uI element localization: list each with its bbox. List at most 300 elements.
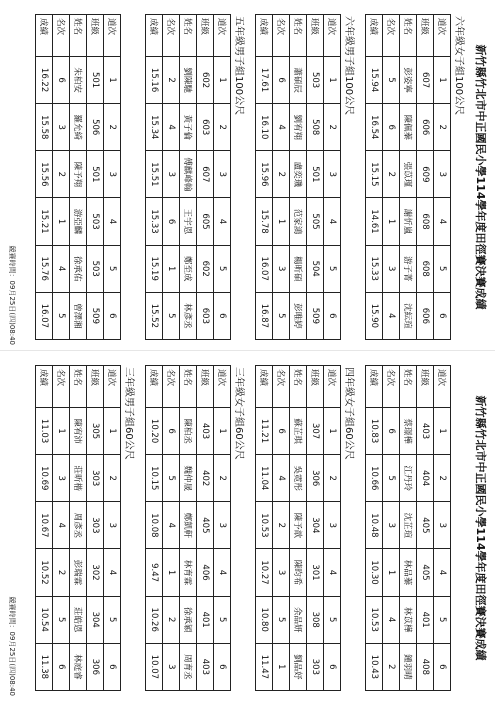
row-label: 成績 <box>36 15 53 57</box>
table-cell: 3 <box>53 455 70 502</box>
table-cell: 17.61 <box>256 57 273 104</box>
table-cell: 4 <box>273 104 290 151</box>
table-cell: 15.15 <box>366 151 383 198</box>
table-row <box>180 366 197 691</box>
row-label: 姓名 <box>400 15 417 57</box>
table-cell: 林品蓁 <box>400 549 417 596</box>
row-label: 班級 <box>87 15 104 57</box>
table-row <box>307 366 324 691</box>
table-row <box>366 366 383 691</box>
table-cell: 15.16 <box>146 57 163 104</box>
section-title: 五年級男子組100公尺 <box>233 16 244 116</box>
result-section <box>145 365 245 691</box>
table-cell: 4 <box>214 198 231 245</box>
table-cell: 14.61 <box>366 198 383 245</box>
result-sheet-page-1 <box>0 0 495 350</box>
table-cell: 3 <box>324 151 341 198</box>
table-row <box>256 366 273 691</box>
table-row <box>104 15 121 340</box>
table-cell: 1 <box>214 408 231 455</box>
table-row <box>417 366 434 691</box>
table-cell: 305 <box>87 408 104 455</box>
table-cell: 4 <box>53 502 70 549</box>
table-row <box>36 366 53 691</box>
table-cell: 304 <box>87 596 104 643</box>
row-label: 道次 <box>214 366 231 408</box>
table-cell: 5 <box>324 596 341 643</box>
row-label: 名次 <box>383 366 400 408</box>
table-cell: 16.87 <box>256 292 273 339</box>
table-row <box>36 15 53 340</box>
table-cell: 6 <box>324 643 341 690</box>
table-cell: 5 <box>383 57 400 104</box>
document-title: 新竹縣竹北市中正國民小學114學年度田徑賽決賽成績 <box>474 44 487 310</box>
table-cell: 陳柏丞 <box>180 408 197 455</box>
table-cell: 15.78 <box>256 198 273 245</box>
table-row <box>434 15 451 340</box>
table-cell: 徐承穎 <box>180 596 197 643</box>
table-cell: 306 <box>87 643 104 690</box>
table-cell: 3 <box>273 245 290 292</box>
table-cell: 15.56 <box>36 151 53 198</box>
table-cell: 10.67 <box>36 502 53 549</box>
table-cell: 501 <box>87 57 104 104</box>
table-row <box>214 15 231 340</box>
table-cell: 1 <box>434 57 451 104</box>
row-label: 道次 <box>434 366 451 408</box>
print-timestamp: 競賽時間：09月25日(四)08:40 <box>8 596 16 696</box>
table-cell: 602 <box>197 245 214 292</box>
table-cell: 5 <box>434 245 451 292</box>
table-cell: 5 <box>104 245 121 292</box>
row-label: 名次 <box>273 366 290 408</box>
table-cell: 彭唯婷 <box>290 292 307 339</box>
table-cell: 303 <box>307 643 324 690</box>
table-cell: 林庭睿 <box>70 643 87 690</box>
rotated-content <box>0 351 495 701</box>
table-cell: 1 <box>273 198 290 245</box>
table-cell: 405 <box>417 549 434 596</box>
table-cell: 6 <box>434 643 451 690</box>
table-cell: 609 <box>417 151 434 198</box>
row-label: 姓名 <box>180 15 197 57</box>
table-cell: 蘇芷琪 <box>290 408 307 455</box>
table-cell: 6 <box>214 292 231 339</box>
row-label: 名次 <box>163 15 180 57</box>
row-label: 成績 <box>256 366 273 408</box>
table-cell: 6 <box>53 57 70 104</box>
table-cell: 6 <box>214 643 231 690</box>
table-cell: 2 <box>163 57 180 104</box>
row-label: 姓名 <box>400 366 417 408</box>
row-label: 成績 <box>256 15 273 57</box>
table-cell: 王宇恩 <box>180 198 197 245</box>
table-cell: 4 <box>324 549 341 596</box>
table-row <box>366 15 383 340</box>
table-cell: 402 <box>197 455 214 502</box>
result-section <box>145 14 245 340</box>
table-cell: 10.43 <box>366 643 383 690</box>
table-cell: 4 <box>434 198 451 245</box>
row-label: 道次 <box>104 15 121 57</box>
row-label: 成績 <box>366 15 383 57</box>
table-cell: 404 <box>417 455 434 502</box>
table-cell: 508 <box>307 104 324 151</box>
row-label: 名次 <box>163 366 180 408</box>
table-cell: 魏仲晟 <box>180 455 197 502</box>
table-cell: 5 <box>104 596 121 643</box>
table-cell: 403 <box>197 643 214 690</box>
table-cell: 603 <box>197 104 214 151</box>
results-table <box>35 14 121 340</box>
table-cell: 2 <box>434 455 451 502</box>
table-cell: 15.19 <box>146 245 163 292</box>
table-cell: 15.51 <box>146 151 163 198</box>
table-cell: 3 <box>434 502 451 549</box>
table-cell: 3 <box>163 643 180 690</box>
table-cell: 16.22 <box>36 57 53 104</box>
table-cell: 范家鴻 <box>290 198 307 245</box>
table-cell: 10.15 <box>146 455 163 502</box>
table-cell: 11.03 <box>36 408 53 455</box>
table-cell: 4 <box>383 292 400 339</box>
table-cell: 2 <box>434 104 451 151</box>
table-row <box>383 366 400 691</box>
table-cell: 6 <box>273 57 290 104</box>
table-cell: 盧奕璣 <box>290 151 307 198</box>
table-row <box>197 15 214 340</box>
table-cell: 鄭凱軒 <box>180 502 197 549</box>
table-cell: 10.27 <box>256 549 273 596</box>
row-label: 姓名 <box>290 15 307 57</box>
table-cell: 游子菁 <box>400 245 417 292</box>
table-cell: 5 <box>53 596 70 643</box>
table-cell: 10.07 <box>146 643 163 690</box>
table-cell: 5 <box>434 596 451 643</box>
row-label: 班級 <box>417 15 434 57</box>
table-cell: 鄭至成 <box>180 245 197 292</box>
table-cell: 莊皓恩 <box>70 596 87 643</box>
row-label: 班級 <box>307 15 324 57</box>
table-cell: 2 <box>104 455 121 502</box>
table-cell: 506 <box>87 104 104 151</box>
table-cell: 黃子倫 <box>180 104 197 151</box>
table-cell: 6 <box>434 292 451 339</box>
rotated-content <box>0 0 495 350</box>
table-cell: 503 <box>307 57 324 104</box>
table-cell: 602 <box>197 57 214 104</box>
table-cell: 15.34 <box>146 104 163 151</box>
table-cell: 朱柏安 <box>70 57 87 104</box>
table-row <box>146 366 163 691</box>
table-cell: 2 <box>104 104 121 151</box>
table-cell: 15.94 <box>366 57 383 104</box>
table-cell: 607 <box>417 57 434 104</box>
table-cell: 曾澤湘 <box>70 292 87 339</box>
row-label: 班級 <box>87 366 104 408</box>
print-timestamp: 競賽時間：09月25日(四)08:40 <box>8 245 16 345</box>
table-cell: 606 <box>417 104 434 151</box>
table-cell: 楊昕碩 <box>290 245 307 292</box>
row-label: 道次 <box>324 366 341 408</box>
results-table <box>255 14 341 340</box>
table-cell: 1 <box>163 245 180 292</box>
row-label: 姓名 <box>70 15 87 57</box>
result-section <box>35 14 135 340</box>
table-row <box>197 366 214 691</box>
table-cell: 405 <box>197 502 214 549</box>
table-cell: 陳予歆 <box>290 502 307 549</box>
table-row <box>87 366 104 691</box>
table-cell: 劉品妤 <box>290 643 307 690</box>
table-cell: 6 <box>53 643 70 690</box>
table-cell: 16.07 <box>36 292 53 339</box>
table-cell: 6 <box>273 408 290 455</box>
table-row <box>180 15 197 340</box>
table-cell: 1 <box>273 643 290 690</box>
table-cell: 308 <box>307 596 324 643</box>
table-cell: 403 <box>197 408 214 455</box>
table-cell: 余品妍 <box>290 596 307 643</box>
table-cell: 4 <box>273 455 290 502</box>
table-cell: 301 <box>307 549 324 596</box>
table-cell: 1 <box>53 408 70 455</box>
table-cell: 1 <box>163 549 180 596</box>
table-cell: 1 <box>383 198 400 245</box>
table-cell: 10.26 <box>146 596 163 643</box>
table-cell: 5 <box>273 596 290 643</box>
table-cell: 彭瑞霖 <box>70 549 87 596</box>
table-cell: 403 <box>417 408 434 455</box>
table-row <box>273 15 290 340</box>
table-cell: 503 <box>87 198 104 245</box>
row-label: 名次 <box>53 366 70 408</box>
table-row <box>290 15 307 340</box>
table-cell: 16.54 <box>366 104 383 151</box>
table-cell: 蔡璟樺 <box>400 408 417 455</box>
row-label: 姓名 <box>70 366 87 408</box>
table-cell: 10.69 <box>36 455 53 502</box>
row-label: 名次 <box>383 15 400 57</box>
table-cell: 1 <box>324 57 341 104</box>
table-cell: 10.30 <box>366 549 383 596</box>
table-cell: 劉陳馳 <box>180 57 197 104</box>
table-cell: 2 <box>53 151 70 198</box>
table-row <box>273 366 290 691</box>
table-cell: 10.48 <box>366 502 383 549</box>
table-cell: 2 <box>163 596 180 643</box>
table-cell: 3 <box>214 151 231 198</box>
table-cell: 陳佩蓁 <box>400 104 417 151</box>
table-cell: 沈芷瑄 <box>400 502 417 549</box>
table-cell: 5 <box>383 455 400 502</box>
row-label: 名次 <box>53 15 70 57</box>
table-cell: 5 <box>163 292 180 339</box>
table-cell: 羅允綺 <box>70 104 87 151</box>
table-cell: 16.10 <box>256 104 273 151</box>
table-cell: 15.52 <box>146 292 163 339</box>
table-row <box>163 366 180 691</box>
table-cell: 10.80 <box>256 596 273 643</box>
table-cell: 6 <box>163 408 180 455</box>
table-row <box>434 366 451 691</box>
table-cell: 10.20 <box>146 408 163 455</box>
table-cell: 3 <box>214 502 231 549</box>
table-cell: 林苡樺 <box>400 596 417 643</box>
table-row <box>53 15 70 340</box>
table-cell: 6 <box>383 408 400 455</box>
table-cell: 302 <box>87 549 104 596</box>
table-cell: 5 <box>273 292 290 339</box>
table-cell: 603 <box>197 292 214 339</box>
table-cell: 陳予翔 <box>70 151 87 198</box>
table-cell: 10.52 <box>36 549 53 596</box>
table-cell: 9.47 <box>146 549 163 596</box>
table-cell: 徐承佑 <box>70 245 87 292</box>
table-cell: 2 <box>214 455 231 502</box>
table-cell: 2 <box>273 151 290 198</box>
row-label: 班級 <box>197 366 214 408</box>
results-table <box>145 14 231 340</box>
table-cell: 401 <box>417 596 434 643</box>
table-cell: 3 <box>273 549 290 596</box>
row-label: 道次 <box>434 15 451 57</box>
table-cell: 4 <box>53 245 70 292</box>
document-title: 新竹縣竹北市中正國民小學114學年度田徑賽決賽成績 <box>474 395 487 661</box>
table-row <box>256 15 273 340</box>
table-cell: 15.21 <box>36 198 53 245</box>
table-cell: 林育霖 <box>180 549 197 596</box>
section-title <box>121 14 135 340</box>
table-cell: 304 <box>307 502 324 549</box>
table-cell: 彭姿寧 <box>400 57 417 104</box>
table-cell: 3 <box>434 151 451 198</box>
row-label: 道次 <box>214 15 231 57</box>
table-cell: 11.38 <box>36 643 53 690</box>
table-cell: 15.33 <box>146 198 163 245</box>
table-cell: 陳宥沛 <box>70 408 87 455</box>
table-cell: 307 <box>307 408 324 455</box>
table-cell: 501 <box>307 151 324 198</box>
table-cell: 405 <box>417 502 434 549</box>
table-cell: 4 <box>163 502 180 549</box>
table-cell: 3 <box>104 502 121 549</box>
table-cell: 6 <box>163 198 180 245</box>
table-cell: 周彥丞 <box>70 502 87 549</box>
table-cell: 303 <box>87 502 104 549</box>
result-section <box>35 365 135 691</box>
table-cell: 1 <box>53 198 70 245</box>
table-cell: 11.04 <box>256 455 273 502</box>
table-cell: 509 <box>87 292 104 339</box>
table-cell: 1 <box>104 408 121 455</box>
table-cell: 306 <box>307 455 324 502</box>
table-cell: 游亞麟 <box>70 198 87 245</box>
table-cell: 15.58 <box>36 104 53 151</box>
table-cell: 2 <box>214 104 231 151</box>
table-cell: 3 <box>324 502 341 549</box>
table-cell: 2 <box>383 151 400 198</box>
table-cell: 15.90 <box>366 292 383 339</box>
table-cell: 10.08 <box>146 502 163 549</box>
table-cell: 張苡瑾 <box>400 151 417 198</box>
table-cell: 504 <box>307 245 324 292</box>
section-title: 四年級女子組60公尺 <box>343 367 354 460</box>
table-row <box>70 366 87 691</box>
section-title: 三年級男子組60公尺 <box>123 367 134 460</box>
table-cell: 3 <box>163 151 180 198</box>
table-cell: 5 <box>214 245 231 292</box>
table-cell: 605 <box>197 198 214 245</box>
table-row <box>70 15 87 340</box>
table-cell: 6 <box>383 104 400 151</box>
table-cell: 15.76 <box>36 245 53 292</box>
table-cell: 4 <box>214 549 231 596</box>
table-cell: 6 <box>324 292 341 339</box>
table-cell: 509 <box>307 292 324 339</box>
table-row <box>324 15 341 340</box>
table-cell: 11.47 <box>256 643 273 690</box>
table-row <box>400 366 417 691</box>
results-table <box>35 365 121 691</box>
table-cell: 10.54 <box>36 596 53 643</box>
section-title: 三年級女子組60公尺 <box>233 367 244 460</box>
table-cell: 4 <box>434 549 451 596</box>
table-cell: 3 <box>104 151 121 198</box>
row-label: 班級 <box>307 366 324 408</box>
table-cell: 303 <box>87 455 104 502</box>
table-cell: 408 <box>417 643 434 690</box>
table-row <box>290 366 307 691</box>
table-cell: 1 <box>434 408 451 455</box>
row-label: 班級 <box>417 366 434 408</box>
table-cell: 1 <box>214 57 231 104</box>
row-label: 道次 <box>324 15 341 57</box>
table-cell: 傅麒峰翰 <box>180 151 197 198</box>
table-cell: 501 <box>87 151 104 198</box>
table-cell: 6 <box>104 292 121 339</box>
table-cell: 4 <box>163 104 180 151</box>
table-cell: 606 <box>417 292 434 339</box>
results-table <box>365 14 451 340</box>
table-cell: 2 <box>383 643 400 690</box>
table-cell: 5 <box>214 596 231 643</box>
table-cell: 608 <box>417 245 434 292</box>
table-cell: 15.33 <box>366 245 383 292</box>
results-table <box>365 365 451 691</box>
section-title <box>451 365 465 691</box>
table-cell: 505 <box>307 198 324 245</box>
table-cell: 3 <box>383 245 400 292</box>
table-cell: 2 <box>53 549 70 596</box>
table-cell: 林彥丞 <box>180 292 197 339</box>
table-cell: 4 <box>383 596 400 643</box>
table-cell: 鍾羽晴 <box>400 643 417 690</box>
table-cell: 謝忻嵐 <box>400 198 417 245</box>
results-table <box>145 365 231 691</box>
row-label: 名次 <box>273 15 290 57</box>
table-cell: 10.53 <box>366 596 383 643</box>
section-title: 六年級女子組100公尺 <box>453 16 464 116</box>
table-cell: 1 <box>104 57 121 104</box>
table-cell: 沈紜瑄 <box>400 292 417 339</box>
row-label: 成績 <box>36 366 53 408</box>
result-section <box>365 14 465 340</box>
table-cell: 5 <box>324 245 341 292</box>
table-cell: 劉宥翔 <box>290 104 307 151</box>
table-cell: 608 <box>417 198 434 245</box>
table-row <box>214 366 231 691</box>
